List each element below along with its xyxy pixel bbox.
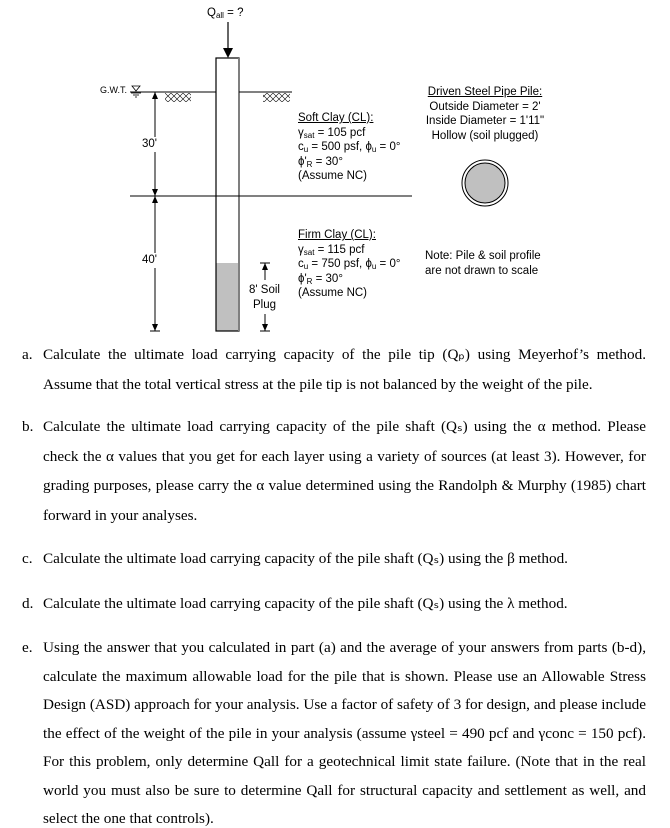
soil-plug — [216, 263, 239, 331]
pipe-cross-section — [462, 160, 508, 206]
gwt-label: G.W.T. — [100, 85, 127, 95]
scale-note: Note: Pile & soil profile are not drawn to scale — [425, 250, 541, 277]
plug-label: 8' Soil Plug — [249, 284, 280, 311]
question-c: c. Calculate the ultimate load carrying capacity of the pile shaft (Qₛ) using the β method. — [22, 550, 568, 567]
load-label: $Q_{all}$ = ? — [207, 7, 244, 20]
layer2-depth: 40' — [142, 254, 157, 266]
pile-info: Driven Steel Pipe Pile: Outside Diameter = 2' Inside Diameter = 1'11" Hollow (soil plugged) — [425, 86, 545, 142]
question-b: b. Calculate the ultimate load carrying capacity of the pile shaft (Qₛ) using the α method. Please check the α values that you get for each layer using a variety of sources (at least 3). However, for grading purposes, please carry the α value determined using the Randolph & Murphy (1985) chart forward in your analyses. — [22, 418, 646, 524]
question-a: a. Calculate the ultimate load carrying capacity of the pile tip (Qₚ) using Meyerhof’s method. Assume that the total vertical stress at the pile tip is not balanced by the weight of the pile. — [22, 346, 646, 393]
soft-clay-properties: Soft Clay (CL): $\gamma_{sat} = 105$ pcf $c_u = 500$ psf, $\phi_u = 0^\circ$ $\phi'_R = 30^\circ$ (Assume NC) — [298, 112, 401, 182]
layer1-depth: 30' — [142, 138, 157, 150]
firm-clay-properties: Firm Clay (CL): $\gamma_{sat} = 115$ pcf $c_u = 750$ psf, $\phi_u = 0^\circ$ $\phi'_R = 30^\circ$ (Assume NC) — [298, 229, 401, 299]
question-e: e. Using the answer that you calculated in part (a) and the average of your answers from parts (b-d), calculate the maximum allowable load for the pile that is shown. Please use an Allowable Stress Design (ASD) approach for your analysis. Use a factor of safety of 3 for design, and please include the effect of the weight of the pile in your analysis (assume γsteel = 490 pcf and γconc = 150 pcf). For this problem, only determine Qall for a geotechnical limit state failure. (Note that in the real world you must also be sure to determine Qall for structural capacity and settlement as well, and select the one that controls). — [22, 639, 646, 827]
question-d: d. Calculate the ultimate load carrying capacity of the pile shaft (Qₛ) using the λ method. — [22, 595, 568, 612]
